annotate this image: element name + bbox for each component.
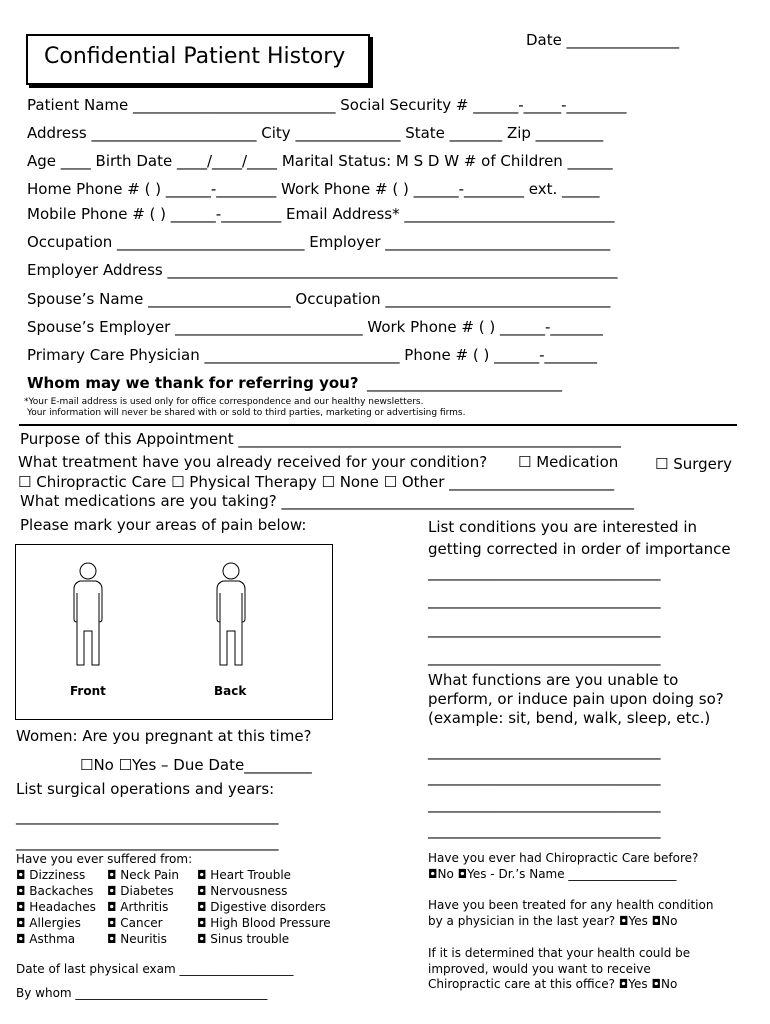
- functions-prompt-1: What functions are you unable to: [428, 671, 679, 689]
- form-title-box: [26, 34, 370, 85]
- condition-checkbox[interactable]: ◘ Asthma: [16, 932, 76, 946]
- condition-checkbox[interactable]: ◘ Allergies: [16, 916, 81, 930]
- body-figures: [16, 545, 332, 719]
- surgery-line-1[interactable]: ___________________________________: [16, 807, 279, 825]
- employer-address-row[interactable]: Employer Address ____________________________________________________________: [27, 261, 618, 279]
- improve-question-3[interactable]: Chiropractic care at this office? ◘Yes ◘No: [428, 977, 678, 991]
- referral-question: Whom may we thank for referring you?: [27, 374, 359, 392]
- condition-checkbox[interactable]: ◘ Sinus trouble: [197, 932, 290, 946]
- condition-line-2[interactable]: _______________________________: [428, 591, 661, 609]
- conditions-prompt-2: getting corrected in order of importance: [428, 540, 731, 558]
- functions-prompt-2: perform, or induce pain upon doing so?: [428, 690, 724, 708]
- function-line-1[interactable]: _______________________________: [428, 742, 661, 760]
- condition-checkbox[interactable]: ◘ Neuritis: [107, 932, 167, 946]
- spouse-employer-row[interactable]: Spouse’s Employer _________________________ Work Phone # ( ) ______-_______: [27, 318, 603, 336]
- medication-checkbox[interactable]: ☐ Medication: [518, 453, 619, 471]
- condition-line-3[interactable]: _______________________________: [428, 620, 661, 638]
- patient-name-row[interactable]: Patient Name ___________________________ Social Security # ______-_____-________: [27, 96, 627, 114]
- occupation-row[interactable]: Occupation _________________________ Employer ______________________________: [27, 233, 611, 251]
- mobile-phone-row[interactable]: Mobile Phone # ( ) ______-________ Email Address* ____________________________: [27, 205, 615, 223]
- function-line-2[interactable]: _______________________________: [428, 768, 661, 786]
- age-row[interactable]: Age ____ Birth Date ____/____/____ Marital Status: M S D W # of Children ______: [27, 152, 613, 170]
- spouse-name-row[interactable]: Spouse’s Name ___________________ Occupation ______________________________: [27, 290, 611, 308]
- surgery-line-2[interactable]: ___________________________________: [16, 833, 279, 851]
- front-figure-icon: [74, 563, 102, 665]
- address-row[interactable]: Address ______________________ City ______________ State _______ Zip _________: [27, 124, 604, 142]
- conditions-column-2: [107, 867, 179, 947]
- condition-checkbox[interactable]: ◘ High Blood Pressure: [197, 916, 331, 930]
- chiro-before-options[interactable]: ◘No ◘Yes - Dr.’s Name __________________: [428, 867, 677, 881]
- purpose-row[interactable]: Purpose of this Appointment ___________________________________________________: [20, 430, 621, 448]
- email-note-1: *Your E-mail address is used only for office correspondence and our healthy newsletters.: [24, 397, 424, 407]
- conditions-column-1: [16, 867, 96, 947]
- front-label: Front: [70, 684, 106, 698]
- physician-row[interactable]: Primary Care Physician __________________________ Phone # ( ) ______-_______: [27, 346, 598, 364]
- last-exam-row[interactable]: Date of last physical exam ___________________: [16, 962, 294, 976]
- condition-checkbox[interactable]: ◘ Arthritis: [107, 900, 169, 914]
- pregnant-question: Women: Are you pregnant at this time?: [16, 727, 312, 745]
- condition-checkbox[interactable]: ◘ Diabetes: [107, 884, 174, 898]
- condition-checkbox[interactable]: ◘ Neck Pain: [107, 868, 180, 882]
- condition-checkbox[interactable]: ◘ Dizziness: [16, 868, 86, 882]
- section-divider: [19, 424, 737, 426]
- back-label: Back: [214, 684, 247, 698]
- conditions-prompt-1: List conditions you are interested in: [428, 518, 698, 536]
- treated-question-2[interactable]: by a physician in the last year? ◘Yes ◘No: [428, 914, 678, 928]
- condition-line-1[interactable]: _______________________________: [428, 563, 661, 581]
- pain-diagram-box[interactable]: [15, 544, 333, 720]
- pregnant-options[interactable]: ☐No ☐Yes – Due Date_________: [80, 756, 312, 774]
- medications-row[interactable]: What medications are you taking? _______________________________________________: [20, 492, 635, 510]
- condition-checkbox[interactable]: ◘ Digestive disorders: [197, 900, 326, 914]
- functions-prompt-3: (example: sit, bend, walk, sleep, etc.): [428, 709, 711, 727]
- function-line-4[interactable]: _______________________________: [428, 821, 661, 839]
- improve-question-1: If it is determined that your health could be: [428, 946, 691, 960]
- email-note-2: Your information will never be shared with or sold to third parties, marketing or advertising firms.: [27, 408, 466, 418]
- home-phone-row[interactable]: Home Phone # ( ) ______-________ Work Phone # ( ) ______-________ ext. _____: [27, 180, 600, 198]
- condition-checkbox[interactable]: ◘ Heart Trouble: [197, 868, 292, 882]
- condition-checkbox[interactable]: ◘ Backaches: [16, 884, 94, 898]
- function-line-3[interactable]: _______________________________: [428, 795, 661, 813]
- back-figure-icon: [217, 563, 245, 665]
- treatment-options-row[interactable]: ☐ Chiropractic Care ☐ Physical Therapy ☐ None ☐ Other ______________________: [18, 473, 615, 491]
- condition-checkbox[interactable]: ◘ Headaches: [16, 900, 96, 914]
- surgery-checkbox[interactable]: ☐ Surgery: [655, 455, 732, 473]
- chiro-before-question: Have you ever had Chiropractic Care before?: [428, 851, 699, 865]
- treatment-question: What treatment have you already received for your condition?: [18, 453, 488, 471]
- referral-field[interactable]: __________________________: [367, 374, 562, 392]
- suffered-heading: Have you ever suffered from:: [16, 852, 193, 866]
- conditions-column-3: [197, 867, 331, 947]
- pain-prompt: Please mark your areas of pain below:: [20, 516, 307, 534]
- surgeries-prompt: List surgical operations and years:: [16, 780, 275, 798]
- by-whom-row[interactable]: By whom ________________________________: [16, 986, 268, 1000]
- treated-question-1: Have you been treated for any health condition: [428, 898, 714, 912]
- date-field[interactable]: Date _______________: [526, 31, 680, 49]
- condition-checkbox[interactable]: ◘ Nervousness: [197, 884, 288, 898]
- condition-checkbox[interactable]: ◘ Cancer: [107, 916, 163, 930]
- form-title: Confidential Patient History: [44, 44, 346, 69]
- condition-line-4[interactable]: _______________________________: [428, 648, 661, 666]
- improve-question-2: improved, would you want to receive: [428, 962, 651, 976]
